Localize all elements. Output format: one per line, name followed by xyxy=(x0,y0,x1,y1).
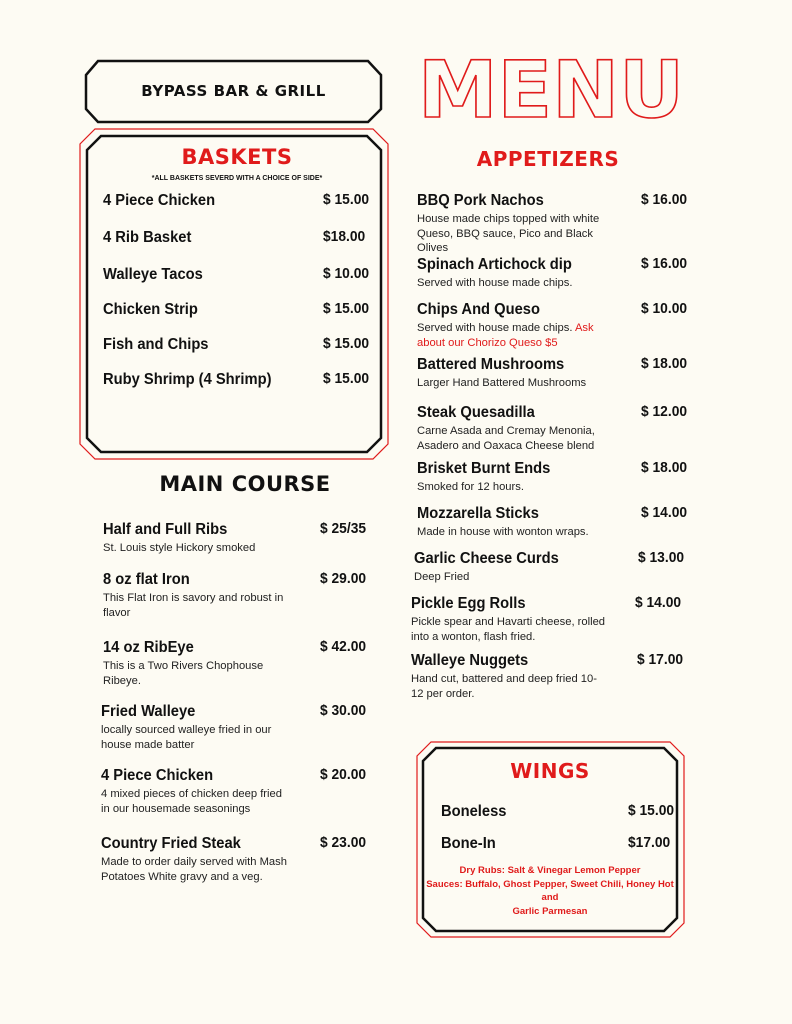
appetizer-item-desc: into a wonton, flash fried. xyxy=(411,631,536,643)
basket-item-name: 4 Rib Basket xyxy=(103,229,192,246)
main-item-desc: house made batter xyxy=(101,739,195,751)
appetizer-item-price: $ 12.00 xyxy=(641,403,688,420)
main-item-desc: in our housemade seasonings xyxy=(101,803,251,815)
appetizer-item-name: Walleye Nuggets xyxy=(411,652,529,669)
appetizer-item-desc xyxy=(417,212,599,227)
appetizer-item-name: Pickle Egg Rolls xyxy=(411,595,526,612)
wings-item-name: Boneless xyxy=(441,803,507,820)
wings-item-price: $ 15.00 xyxy=(628,802,675,819)
appetizer-item-desc-text: Pickle spear and Havarti cheese, rolled xyxy=(411,616,606,628)
main-item-price: $ 42.00 xyxy=(320,638,367,655)
appetizer-item-price: $ 14.00 xyxy=(635,594,682,611)
basket-item-name: Walleye Tacos xyxy=(103,266,203,283)
appetizer-item-desc xyxy=(411,672,597,687)
appetizer-item-desc-text: Larger Hand Battered Mushrooms xyxy=(417,377,587,389)
baskets-title: BASKETS xyxy=(181,145,293,169)
main-item-desc: St. Louis style Hickory smoked xyxy=(103,542,256,554)
wings-rubs: Dry Rubs: Salt & Vinegar Lemon Pepper xyxy=(459,865,641,876)
main-item-name: Fried Walleye xyxy=(101,703,196,720)
appetizer-item-desc-text: House made chips topped with white xyxy=(417,213,600,225)
main-item-desc: 4 mixed pieces of chicken deep fried xyxy=(101,788,282,800)
appetizer-item-price: $ 14.00 xyxy=(641,504,688,521)
appetizer-item-desc xyxy=(417,276,572,291)
appetizer-item-name: Battered Mushrooms xyxy=(417,356,565,373)
bar-name: BYPASS BAR & GRILL xyxy=(141,82,326,100)
main-item-name: 8 oz flat Iron xyxy=(103,571,190,588)
basket-item-price: $18.00 xyxy=(323,228,366,245)
basket-item-name: Ruby Shrimp (4 Shrimp) xyxy=(103,371,272,388)
menu-title-graphic xyxy=(418,54,688,124)
basket-item-name: 4 Piece Chicken xyxy=(103,192,216,209)
appetizer-item-desc xyxy=(414,570,469,585)
main-item-name: Half and Full Ribs xyxy=(103,521,228,538)
main-course-title: MAIN COURSE xyxy=(159,472,331,496)
appetizer-item-desc-text: Smoked for 12 hours. xyxy=(417,481,524,493)
appetizer-item-desc: 12 per order. xyxy=(411,688,475,700)
main-item-name: Country Fried Steak xyxy=(101,835,241,852)
main-item-desc: This is a Two Rivers Chophouse xyxy=(103,660,264,672)
appetizer-item-desc-text: Made in house with wonton wraps. xyxy=(417,526,589,538)
appetizer-item-desc xyxy=(411,615,605,630)
main-item-price: $ 29.00 xyxy=(320,570,367,587)
main-item-desc: flavor xyxy=(103,607,131,619)
appetizer-item-name: BBQ Pork Nachos xyxy=(417,192,544,209)
basket-item-price: $ 15.00 xyxy=(323,370,370,387)
appetizer-item-desc-text: Deep Fried xyxy=(414,571,470,583)
wings-item-price: $17.00 xyxy=(628,834,671,851)
appetizer-item-name: Mozzarella Sticks xyxy=(417,505,539,522)
appetizer-item-desc xyxy=(417,525,589,540)
appetizer-item-price: $ 13.00 xyxy=(638,549,685,566)
basket-item-price: $ 15.00 xyxy=(323,335,370,352)
appetizer-item-name: Chips And Queso xyxy=(417,301,540,318)
appetizer-item-desc xyxy=(417,376,586,391)
main-item-price: $ 23.00 xyxy=(320,834,367,851)
appetizer-item-desc: Asadero and Oaxaca Cheese blend xyxy=(417,440,595,452)
wings-sauces-line2: Garlic Parmesan xyxy=(512,905,588,917)
appetizer-item-name: Steak Quesadilla xyxy=(417,404,535,421)
appetizers-title: APPETIZERS xyxy=(476,147,620,171)
main-item-desc: This Flat Iron is savory and robust in xyxy=(103,592,284,604)
wings-flavors xyxy=(423,864,677,918)
basket-item-price: $ 15.00 xyxy=(323,191,370,208)
appetizer-item-price: $ 16.00 xyxy=(641,255,688,272)
appetizer-item-desc xyxy=(417,321,594,336)
main-item-desc: Potatoes White gravy and a veg. xyxy=(101,871,263,883)
main-item-price: $ 20.00 xyxy=(320,766,367,783)
appetizer-item-desc: Queso, BBQ sauce, Pico and Black xyxy=(417,228,593,240)
basket-item-name: Chicken Strip xyxy=(103,301,198,318)
basket-item-price: $ 10.00 xyxy=(323,265,370,282)
wings-sauces-line1: Sauces: Buffalo, Ghost Pepper, Sweet Chili, Honey Hot and xyxy=(426,878,674,903)
appetizer-item-price: $ 17.00 xyxy=(637,651,684,668)
main-item-price: $ 30.00 xyxy=(320,702,367,719)
main-item-price: $ 25/35 xyxy=(320,520,367,537)
appetizer-item-name: Spinach Artichock dip xyxy=(417,256,572,273)
main-item-name: 4 Piece Chicken xyxy=(101,767,214,784)
main-item-desc: Ribeye. xyxy=(103,675,141,687)
appetizer-item-desc-text: Served with house made chips. xyxy=(417,322,573,334)
menu-title: MENU xyxy=(418,54,684,124)
wings-title: WINGS xyxy=(510,759,590,783)
appetizer-item-price: $ 16.00 xyxy=(641,191,688,208)
main-item-desc: locally sourced walleye fried in our xyxy=(101,724,272,736)
basket-item-price: $ 15.00 xyxy=(323,300,370,317)
appetizer-item-price: $ 18.00 xyxy=(641,355,688,372)
basket-item-name: Fish and Chips xyxy=(103,336,209,353)
appetizer-item-desc: about our Chorizo Queso $5 xyxy=(417,337,558,349)
appetizer-item-desc xyxy=(417,424,595,439)
main-item-name: 14 oz RibEye xyxy=(103,639,194,656)
appetizer-item-name: Brisket Burnt Ends xyxy=(417,460,551,477)
appetizer-item-desc-text: Carne Asada and Cremay Menonia, xyxy=(417,425,595,437)
appetizer-item-desc: Olives xyxy=(417,242,449,254)
appetizer-item-desc-text: Served with house made chips. xyxy=(417,277,573,289)
appetizer-item-desc-text: Hand cut, battered and deep fried 10- xyxy=(411,673,597,685)
appetizer-item-desc-highlight: Ask xyxy=(574,322,594,334)
wings-item-name: Bone-In xyxy=(441,835,496,852)
baskets-note: *ALL BASKETS SEVERD WITH A CHOICE OF SIDE* xyxy=(151,175,323,182)
appetizer-item-name: Garlic Cheese Curds xyxy=(414,550,559,567)
appetizer-item-price: $ 18.00 xyxy=(641,459,688,476)
appetizer-item-price: $ 10.00 xyxy=(641,300,688,317)
appetizer-item-desc xyxy=(417,480,524,495)
main-item-desc: Made to order daily served with Mash xyxy=(101,856,287,868)
